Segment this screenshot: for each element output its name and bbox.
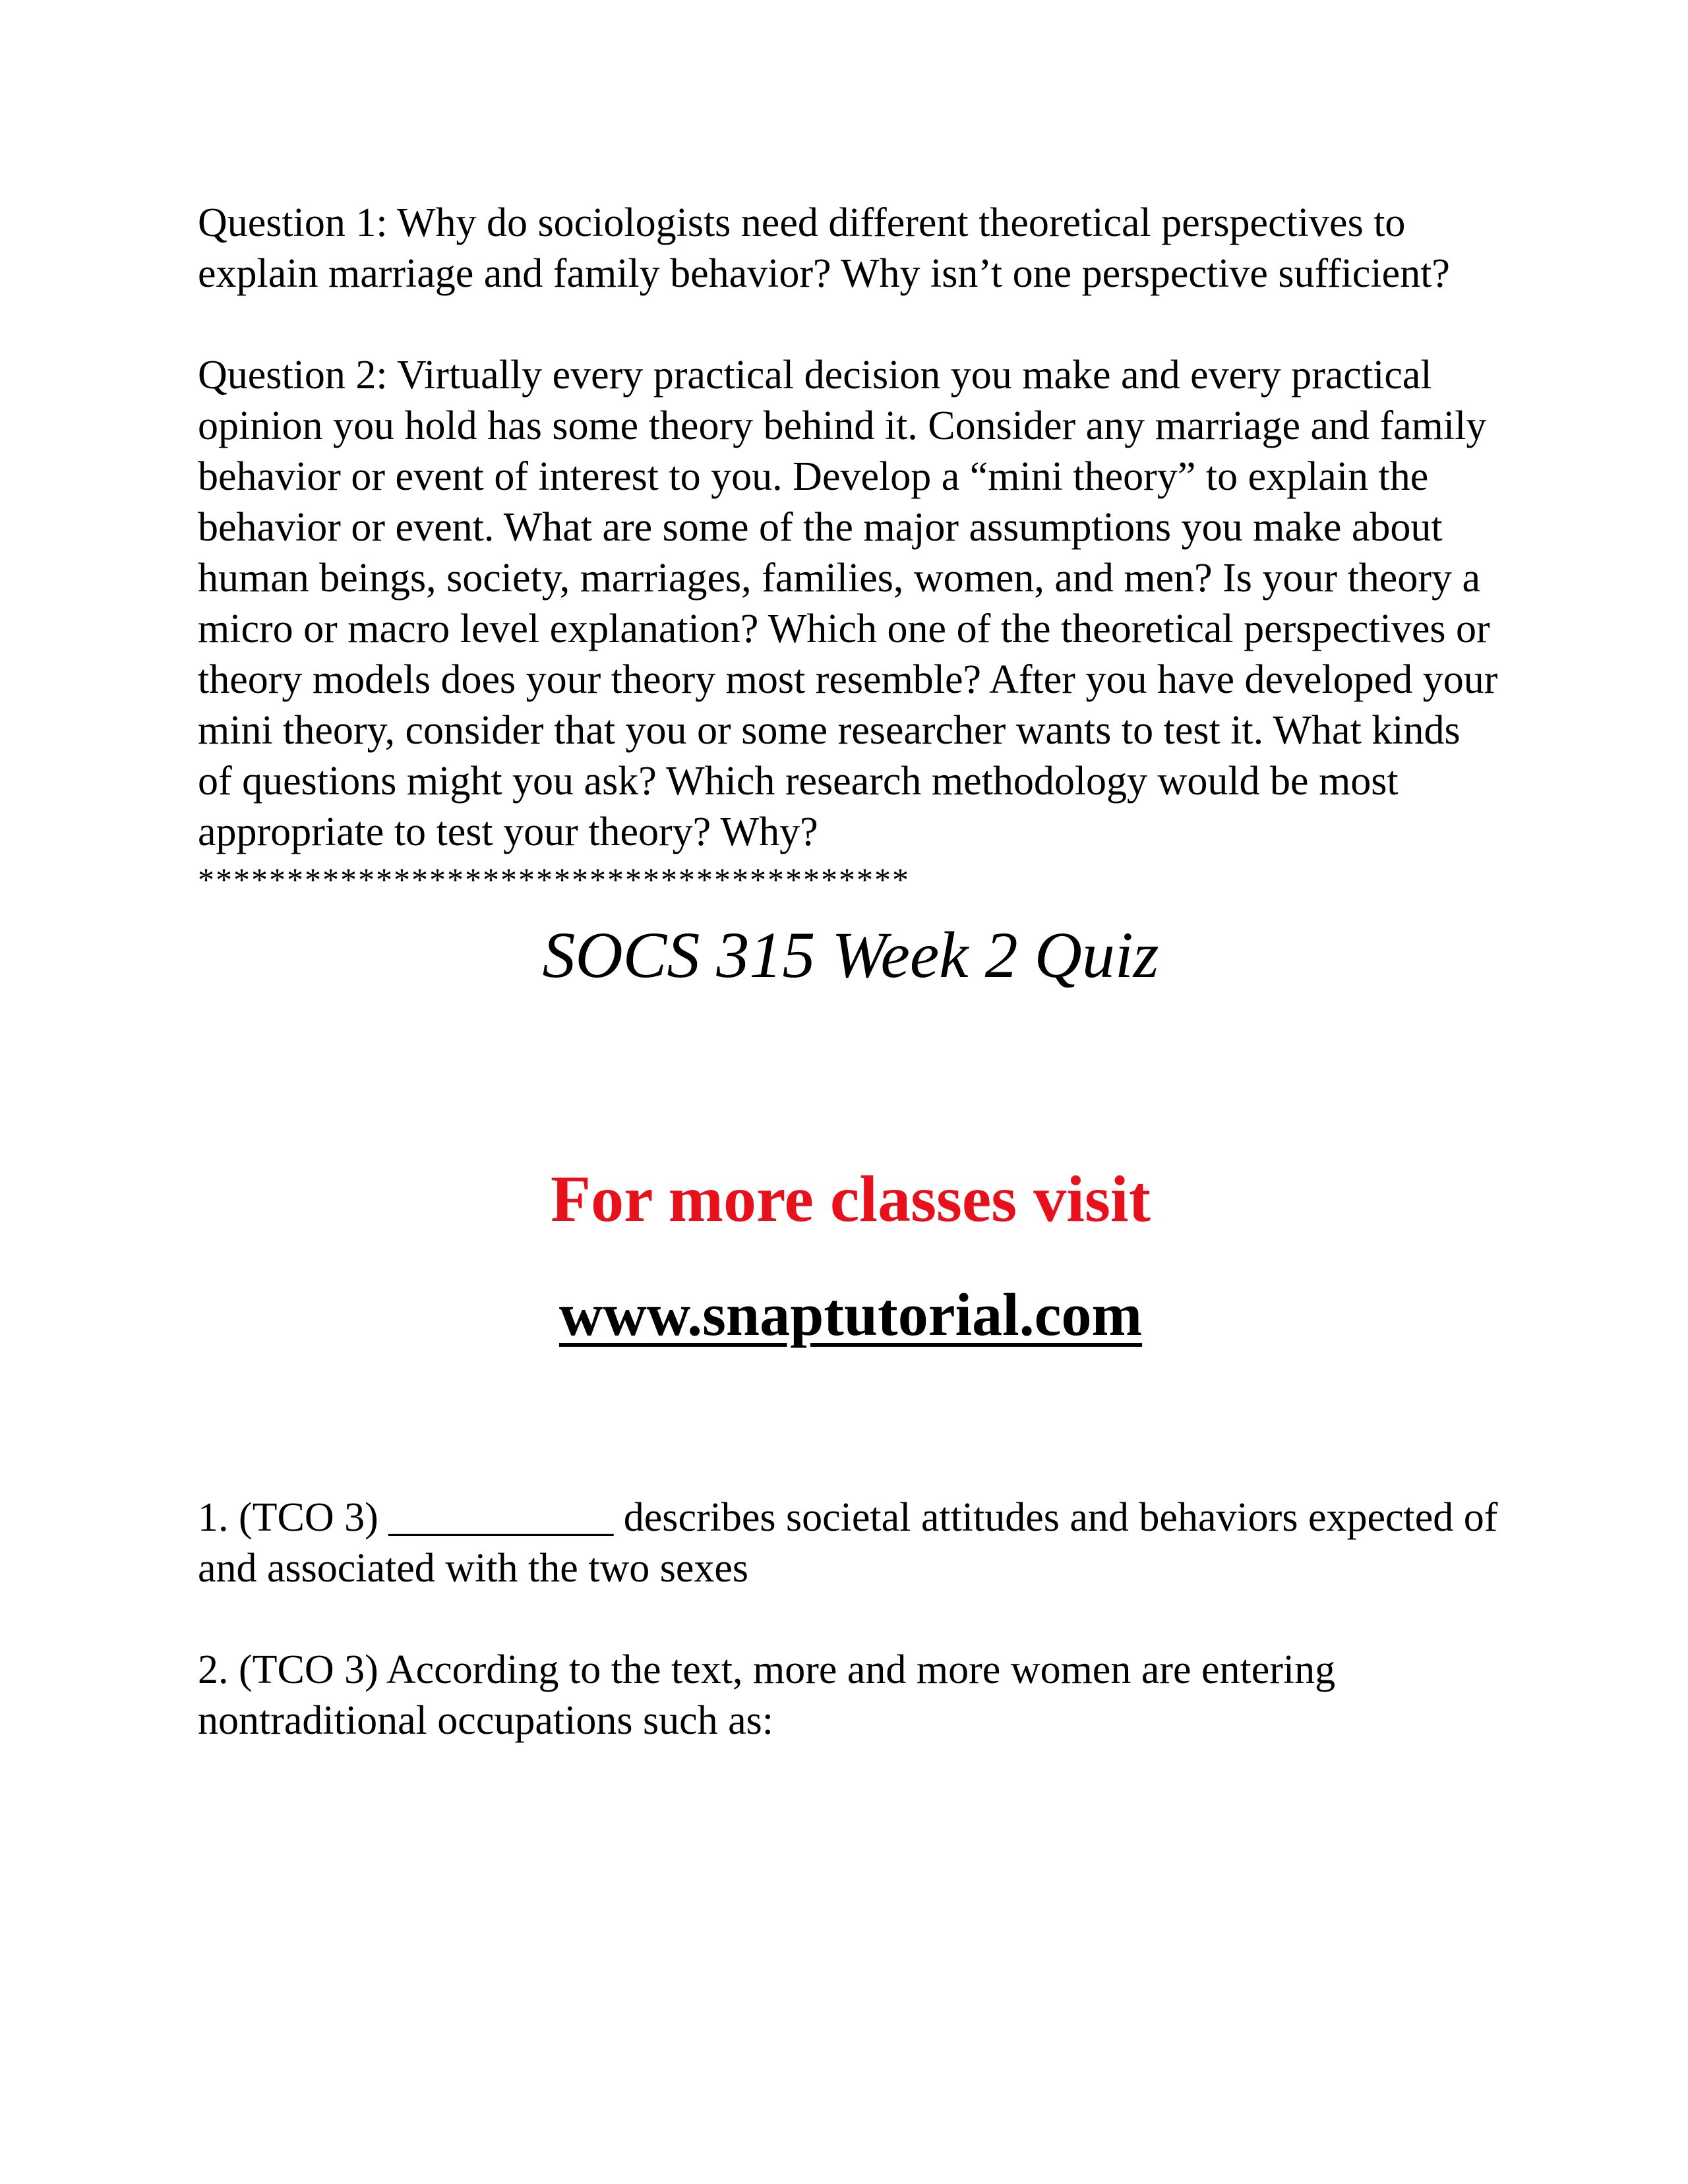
page-content [198,198,1503,1746]
more-classes-heading: For more classes visit [550,1162,1151,1235]
snaptutorial-link[interactable]: www.snaptutorial.com [558,1281,1143,1348]
quiz-question-1: 1. (TCO 3) ___________ describes societal attitudes and behaviors expected of and associated with the two sexes [198,1495,1498,1591]
discussion-question-2: Question 2: Virtually every practical decision you make and every practical opinion you hold has some theory behind it. Consider any marriage and family behavior or event of interest to you. Develop a “mini theory” to explain the behavior or event. What are some of the major assumptions you make about human beings, society, marriages, families, women, and men? Is your theory a micro or macro level explanation? Which one of the theoretical perspectives or theory models does your theory most resemble? After you have developed your mini theory, consider that you or some researcher wants to test it. What kinds of questions might you ask? Which research methodology would be most appropriate to test your theory? Why? [198,353,1498,854]
paragraph-spacer [198,1594,1503,1645]
discussion-question-1: Question 1: Why do sociologists need different theoretical perspectives to explain marriage and family behavior? Why isn’t one perspective sufficient? [198,200,1450,296]
paragraph-spacer [198,299,1503,350]
quiz-title: SOCS 315 Week 2 Quiz [542,918,1159,991]
quiz-question-2: 2. (TCO 3) According to the text, more and more women are entering nontraditional occupations such as: [198,1647,1336,1743]
asterisk-separator: **************************************** [198,861,910,898]
